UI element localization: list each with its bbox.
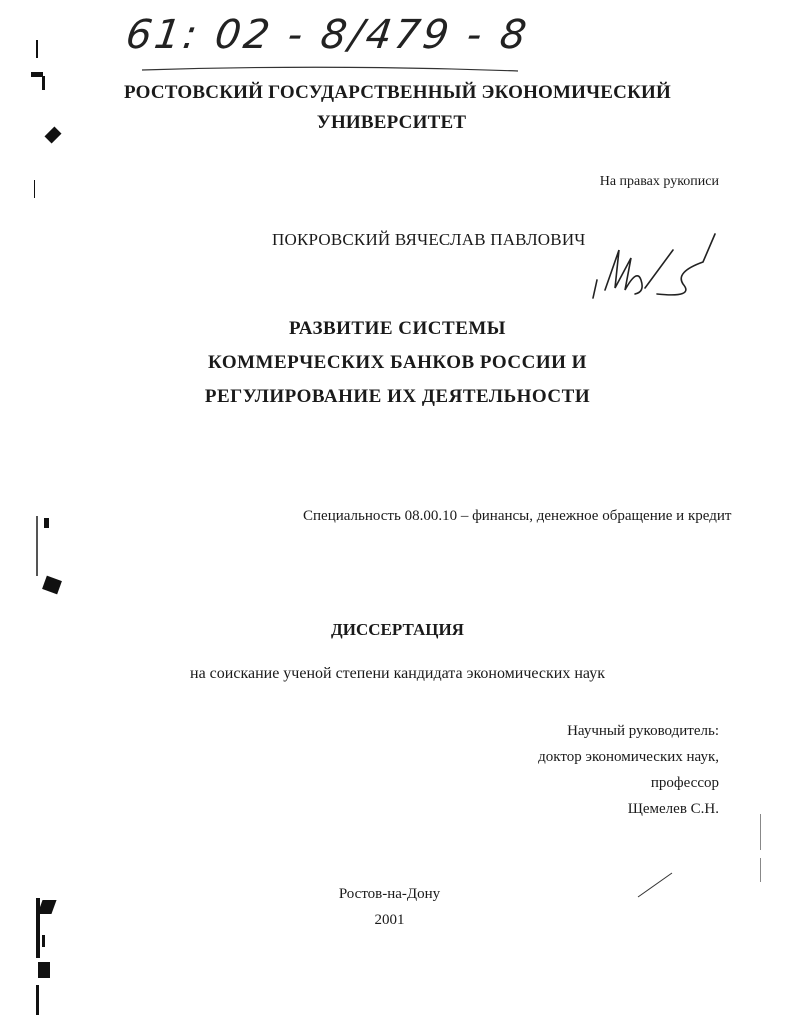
author-name: ПОКРОВСКИЙ ВЯЧЕСЛАВ ПАВЛОВИЧ xyxy=(272,230,586,249)
title-line-2: КОММЕРЧЕСКИХ БАНКОВ РОССИИ И xyxy=(208,352,587,373)
university-line-1: РОСТОВСКИЙ ГОСУДАРСТВЕННЫЙ ЭКОНОМИЧЕСКИЙ xyxy=(123,82,672,103)
city: Ростов-на-Дону xyxy=(338,886,441,902)
specialty: Специальность 08.00.10 – финансы, денежное обращение и кредит xyxy=(303,508,732,524)
supervisor-title: профессор xyxy=(650,775,719,791)
manuscript-rights: На правах рукописи xyxy=(599,174,719,189)
archive-stamp: 61: 02 - 8/479 - 8 xyxy=(123,12,532,58)
year: 2001 xyxy=(374,912,405,928)
degree-statement: на соискание ученой степени кандидата экономических наук xyxy=(190,665,605,682)
university-line-2: УНИВЕРСИТЕТ xyxy=(316,112,467,133)
supervisor-label: Научный руководитель: xyxy=(567,723,719,739)
title-line-3: РЕГУЛИРОВАНИЕ ИХ ДЕЯТЕЛЬНОСТИ xyxy=(204,386,591,407)
archive-stamp-underline xyxy=(140,62,520,76)
supervisor-name: Щемелев С.Н. xyxy=(627,801,719,817)
title-line-1: РАЗВИТИЕ СИСТЕМЫ xyxy=(289,318,506,339)
author-signature xyxy=(585,228,720,308)
document-type: ДИССЕРТАЦИЯ xyxy=(331,620,464,639)
supervisor-degree: доктор экономических наук, xyxy=(538,749,719,765)
